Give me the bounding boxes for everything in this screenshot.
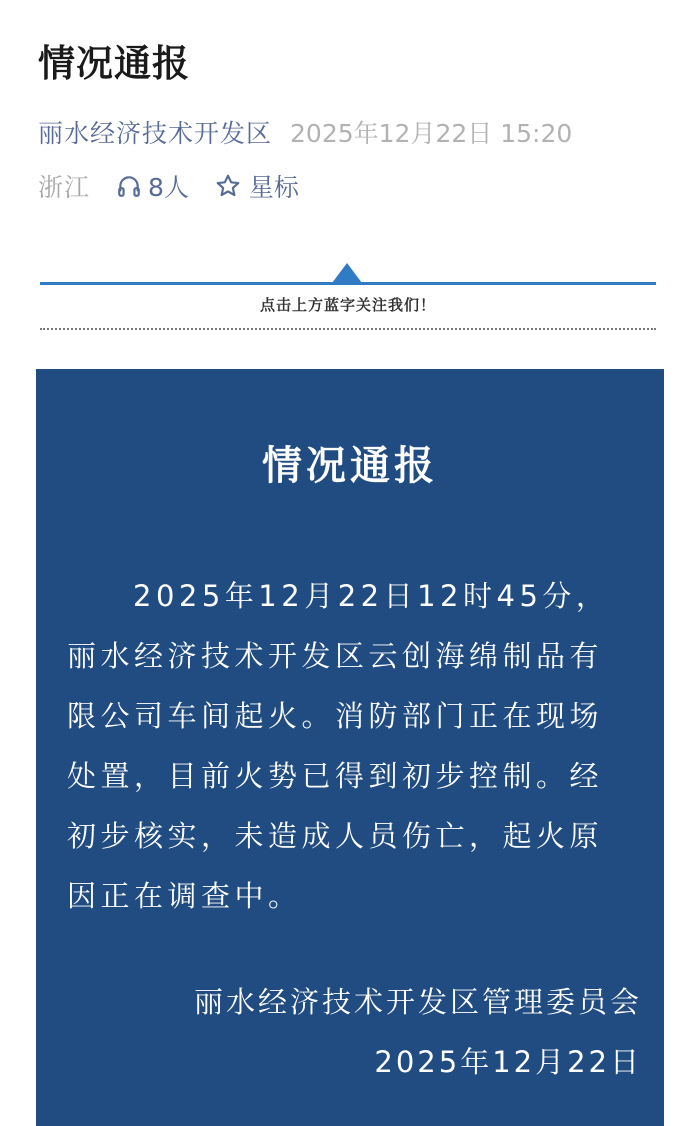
star-label: 星标 <box>248 173 299 202</box>
banner-line <box>40 282 656 285</box>
star-icon <box>215 173 241 199</box>
listen-count: 8人 <box>148 173 189 202</box>
account-name-link[interactable]: 丽水经济技术开发区 <box>38 119 273 148</box>
location-label: 浙江 <box>38 173 91 202</box>
notice-body: 2025年12月22日12时45分，丽水经济技术开发区云创海绵制品有限公司车间起火。消防部门正在现场处置，目前火势已得到初步控制。经初步核实，未造成人员伤亡，起火原因正在调查中。 <box>67 579 610 913</box>
publish-time: 2025年12月22日 15:20 <box>290 119 573 148</box>
banner-dotted-divider <box>40 328 656 330</box>
follow-prompt: 点击上方蓝字关注我们！ <box>259 296 436 314</box>
article-meta-row <box>38 112 572 152</box>
listen-button[interactable] <box>116 168 189 204</box>
notice-title: 情况通报 <box>262 443 438 489</box>
headphones-icon <box>116 173 142 199</box>
banner-triangle <box>332 263 362 283</box>
notice-date: 2025年12月22日 <box>374 1045 642 1079</box>
article-info-row <box>38 166 299 206</box>
star-button[interactable] <box>215 168 299 204</box>
follow-banner <box>40 262 656 332</box>
article-title: 情况通报 <box>38 42 190 85</box>
notice-signer: 丽水经济技术开发区管理委员会 <box>193 985 642 1019</box>
